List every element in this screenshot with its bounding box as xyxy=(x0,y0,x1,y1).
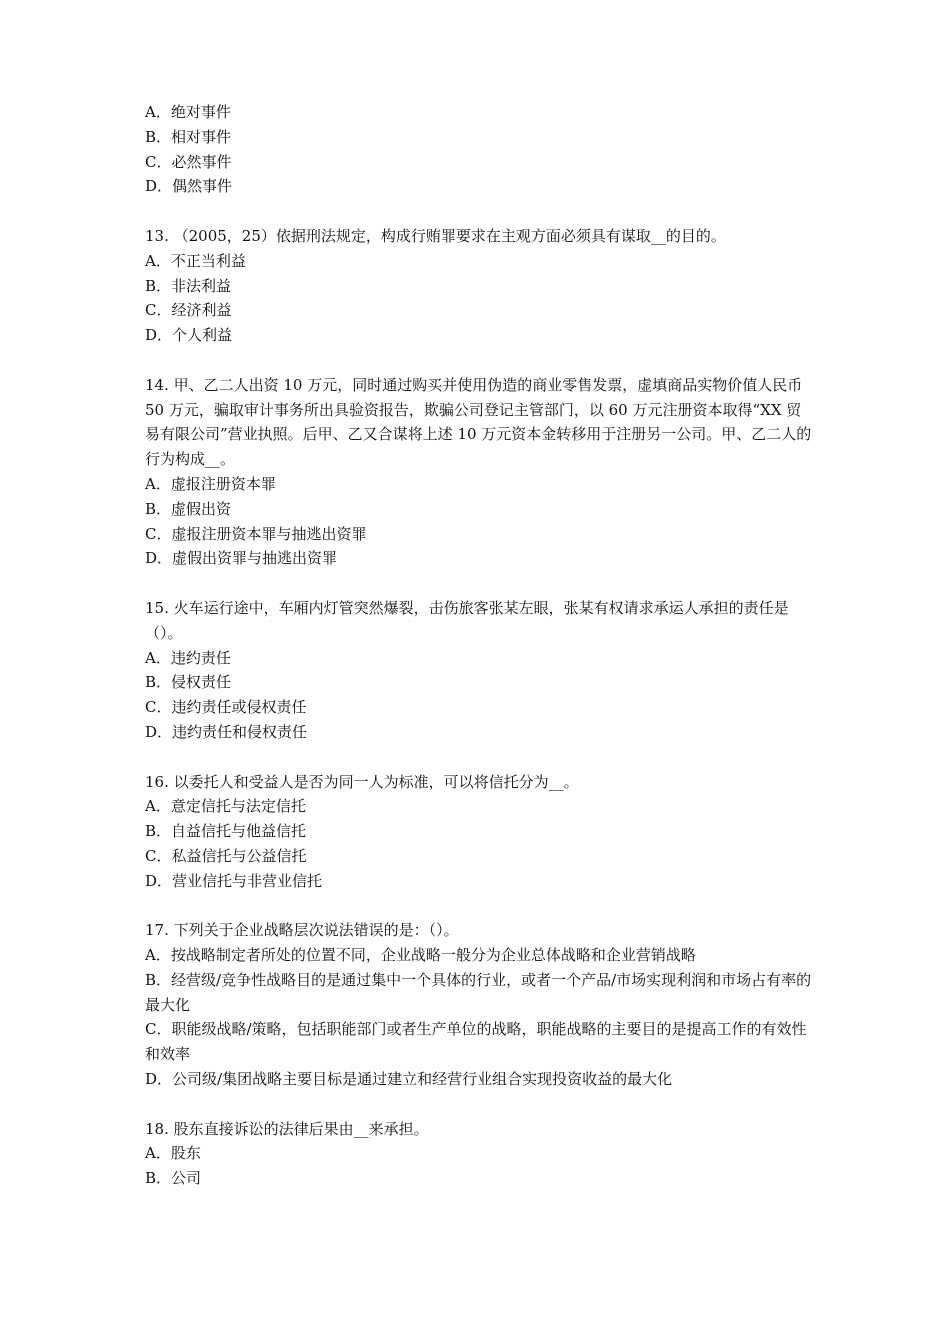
option-b: B．相对事件 xyxy=(145,127,232,146)
previous-question-options xyxy=(145,100,815,199)
option-a: A．违约责任 xyxy=(145,648,231,667)
option-a: A．绝对事件 xyxy=(145,103,231,121)
question-13 xyxy=(145,224,815,348)
option-b: B．非法利益 xyxy=(145,276,232,295)
question-15 xyxy=(145,596,815,745)
question-stem: 18. 股东直接诉讼的法律后果由__来承担。 xyxy=(145,1119,429,1138)
option-a: A．股东 xyxy=(145,1144,201,1163)
option-b: B．虚假出资 xyxy=(145,499,232,518)
question-18 xyxy=(145,1117,815,1191)
question-stem: 15. 火车运行途中，车厢内灯管突然爆裂，击伤旅客张某左眼，张某有权请求承运人承担的责任是（）。 xyxy=(145,598,789,642)
option-c: C．虚报注册资本罪与抽逃出资罪 xyxy=(145,524,367,543)
option-d: D．虚假出资罪与抽逃出资罪 xyxy=(145,549,338,568)
option-b: B．侵权责任 xyxy=(145,673,232,692)
question-14 xyxy=(145,373,815,571)
question-stem: 13. （2005，25）依据刑法规定，构成行贿罪要求在主观方面必须具有谋取__的目的。 xyxy=(145,226,726,245)
option-d: D．偶然事件 xyxy=(145,177,233,196)
option-d: D．违约责任和侵权责任 xyxy=(145,722,308,741)
option-a: A．意定信托与法定信托 xyxy=(145,797,306,816)
option-c: C．私益信托与公益信托 xyxy=(145,846,307,865)
option-b: B．自益信托与他益信托 xyxy=(145,822,307,841)
question-stem: 14. 甲、乙二人出资 10 万元，同时通过购买并使用伪造的商业零售发票，虚填商品实物价值人民币 50 万元，骗取审计事务所出具验资报告，欺骗公司登记主管部门，以 60 万元注册资本取得“XX 贸易有限公司”营业执照。后甲、乙又合谋将上述 10 万元资本金转移用于注册另一公司。甲、乙二人的行为构成__。 xyxy=(145,375,812,469)
question-17 xyxy=(145,918,815,1092)
question-stem: 17. 下列关于企业战略层次说法错误的是：（）。 xyxy=(145,921,459,940)
option-c: C．职能级战略/策略，包括职能部门或者生产单位的战略，职能战略的主要目的是提高工作的有效性和效率 xyxy=(145,1020,807,1064)
option-d: D．公司级/集团战略主要目标是通过建立和经营行业组合实现投资收益的最大化 xyxy=(145,1070,673,1089)
option-a: A．按战略制定者所处的位置不同，企业战略一般分为企业总体战略和企业营销战略 xyxy=(145,946,696,965)
document-page xyxy=(145,100,815,1191)
option-b: B．公司 xyxy=(145,1169,202,1188)
option-d: D．个人利益 xyxy=(145,326,233,345)
option-c: C．经济利益 xyxy=(145,301,232,320)
question-16 xyxy=(145,770,815,894)
question-stem: 16. 以委托人和受益人是否为同一人为标准，可以将信托分为__。 xyxy=(145,772,579,791)
option-c: C．必然事件 xyxy=(145,152,232,171)
option-a: A．虚报注册资本罪 xyxy=(145,474,276,493)
option-a: A．不正当利益 xyxy=(145,251,246,270)
option-c: C．违约责任或侵权责任 xyxy=(145,698,307,717)
option-b: B．经营级/竞争性战略目的是通过集中一个具体的行业，或者一个产品/市场实现利润和市场占有率的最大化 xyxy=(145,970,812,1014)
option-d: D．营业信托与非营业信托 xyxy=(145,871,323,890)
